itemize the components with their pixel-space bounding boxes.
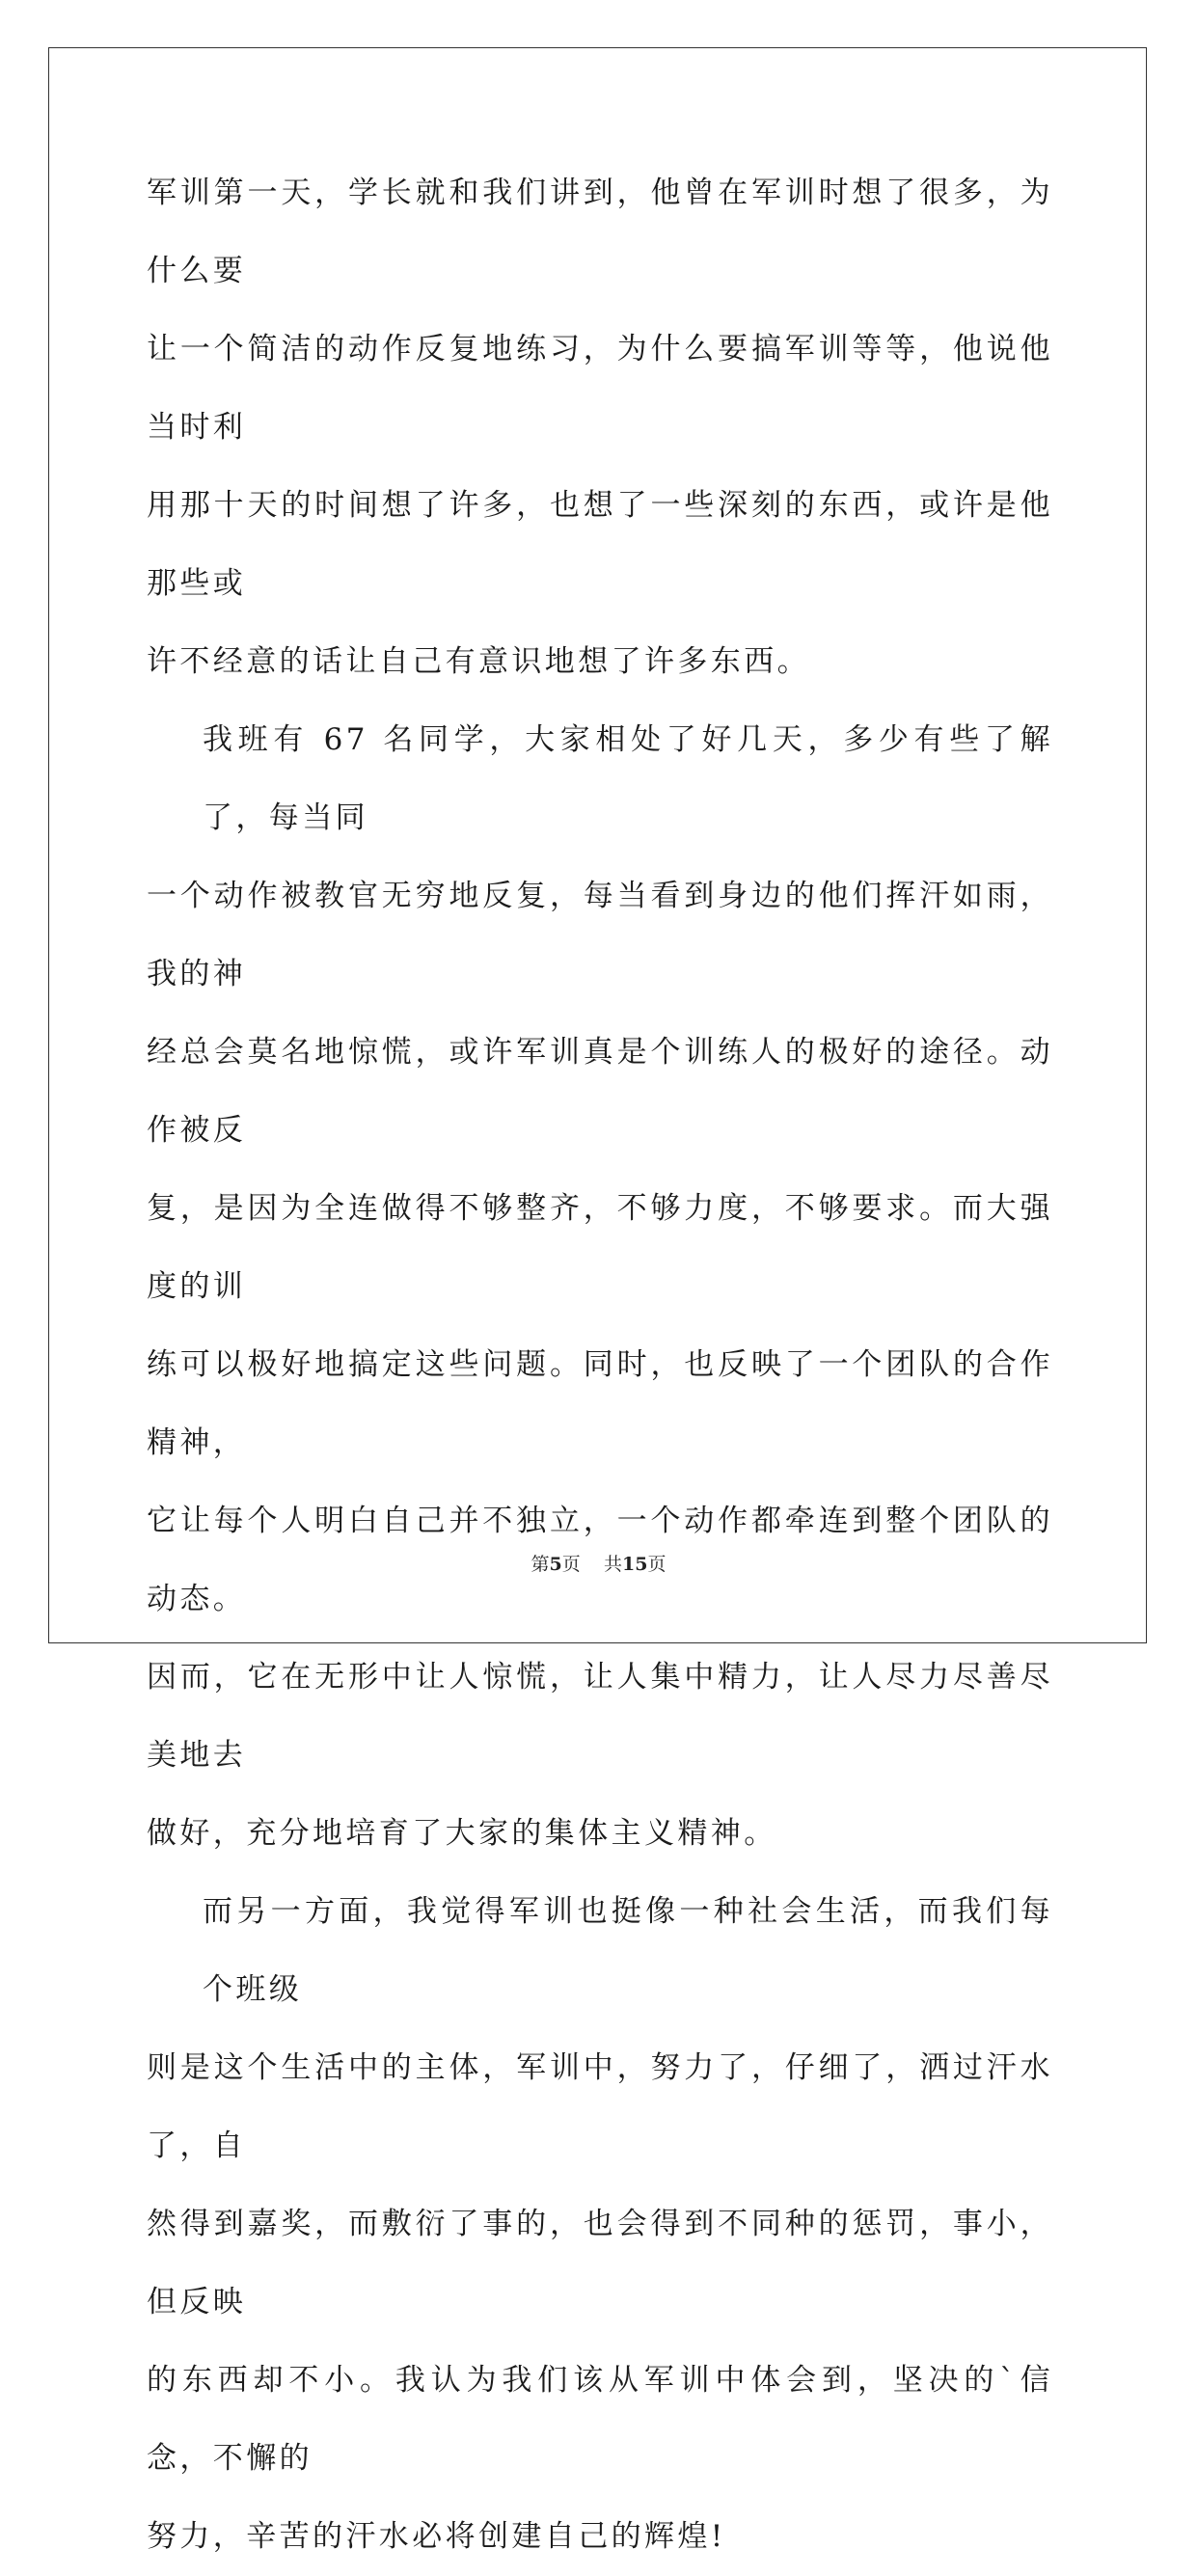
page-number: 5 <box>549 1554 562 1575</box>
page-unit: 页 <box>561 1554 581 1575</box>
paragraph-line: 用那十天的时间想了许多，也想了一些深刻的东西，或许是他那些或 <box>147 488 1053 601</box>
page-prefix: 第 <box>530 1554 550 1575</box>
paragraph-line: 则是这个生活中的主体，军训中，努力了，仔细了，洒过汗水了，自 <box>147 2050 1053 2163</box>
paragraph-line: 我班有 67 名同学，大家相处了好几天，多少有些了解了，每当同 <box>203 722 1053 835</box>
paragraph-1 <box>147 154 1053 701</box>
document-body <box>147 154 1053 2576</box>
paragraph-line: 军训第一天，学长就和我们讲到，他曾在军训时想了很多，为什么要 <box>147 176 1053 288</box>
paragraph-line: 练可以极好地搞定这些问题。同时，也反映了一个团队的合作精神， <box>147 1347 1053 1460</box>
paragraph-line: 它让每个人明白自己并不独立，一个动作都牵连到整个团队的动态。 <box>147 1504 1053 1616</box>
total-pages: 15 <box>621 1554 648 1575</box>
paragraph-line: 的东西却不小。我认为我们该从军训中体会到，坚决的`信念，不懈的 <box>147 2363 1053 2476</box>
paragraph-line: 努力，辛苦的汗水必将创建自己的辉煌! <box>147 2519 726 2554</box>
paragraph-3 <box>147 1873 1053 2576</box>
total-unit: 页 <box>647 1554 667 1575</box>
page-footer <box>0 1550 1197 1576</box>
paragraph-line: 因而，它在无形中让人惊慌，让人集中精力，让人尽力尽善尽美地去 <box>147 1660 1053 1773</box>
paragraph-line: 让一个简洁的动作反复地练习，为什么要搞军训等等，他说他当时利 <box>147 332 1053 445</box>
paragraph-line: 复，是因为全连做得不够整齐，不够力度，不够要求。而大强度的训 <box>147 1191 1053 1304</box>
paragraph-2 <box>147 701 1053 1873</box>
paragraph-line: 许不经意的话让自己有意识地想了许多东西。 <box>147 644 810 679</box>
paragraph-line: 而另一方面，我觉得军训也挺像一种社会生活，而我们每个班级 <box>203 1894 1053 2007</box>
paragraph-line: 然得到嘉奖，而敷衍了事的，也会得到不同种的惩罚，事小，但反映 <box>147 2207 1053 2319</box>
paragraph-line: 经总会莫名地惊慌，或许军训真是个训练人的极好的途径。动作被反 <box>147 1035 1053 1148</box>
total-prefix: 共 <box>603 1554 622 1575</box>
paragraph-line: 一个动作被教官无穷地反复，每当看到身边的他们挥汗如雨，我的神 <box>147 879 1053 991</box>
paragraph-line: 做好，充分地培育了大家的集体主义精神。 <box>147 1816 777 1851</box>
